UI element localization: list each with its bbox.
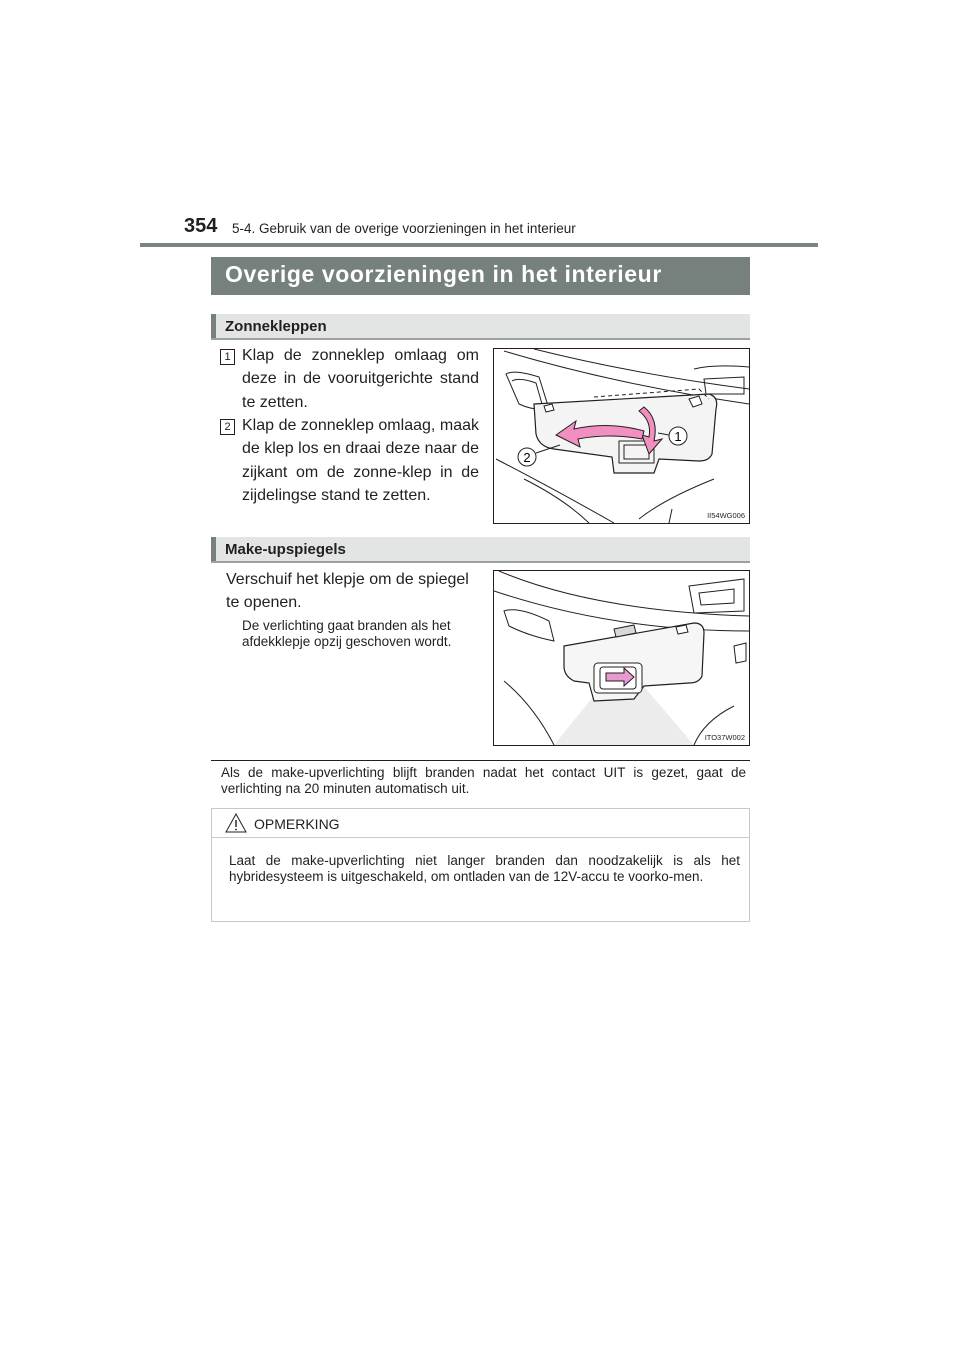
header-rule — [140, 243, 818, 247]
figure-code: ITO37W002 — [704, 733, 745, 742]
sun-visor-illustration — [493, 348, 750, 524]
heading-bar — [211, 537, 216, 561]
caution-separator — [212, 837, 749, 838]
step-number-1: 1 — [220, 349, 235, 365]
subsection-heading-text: Zonnekleppen — [225, 318, 327, 335]
section-title: Overige voorzieningen in het interieur — [211, 257, 750, 295]
step-number-2: 2 — [220, 419, 235, 435]
caution-title: OPMERKING — [254, 816, 340, 832]
callout-2: 2 — [523, 450, 531, 465]
subsection-heading-sun-visors — [211, 314, 750, 340]
warning-triangle-icon — [225, 813, 247, 833]
vanity-mirror-illustration — [493, 570, 750, 746]
mirror-instruction: Verschuif het klepje om de spiegel te openen. — [226, 571, 469, 612]
mirror-light-info: De verlichting gaat branden als het afdekklepje opzij geschoven wordt. — [242, 618, 452, 649]
callout-1: 1 — [674, 429, 682, 444]
figure-code: II54WG006 — [707, 511, 745, 520]
chapter-title: 5-4. Gebruik van de overige voorzieningen in het interieur — [232, 221, 576, 236]
step-text-2: Klap de zonneklep omlaag, maak de klep los en draai deze naar de zijkant om de zonne-klep in de zijdelingse stand te zetten. — [242, 417, 479, 504]
caution-text: Laat de make-upverlichting niet langer branden dan noodzakelijk is als het hybridesysteem is uitgeschakeld, om ontladen van de 12V-accu te voorko-men. — [229, 853, 740, 884]
step-text-1: Klap de zonneklep omlaag om deze in de vooruitgerichte stand te zetten. — [242, 347, 479, 411]
vanity-mirror-drawing — [494, 571, 749, 745]
subsection-heading-vanity-mirrors — [211, 537, 750, 563]
note-text: Als de make-upverlichting blijft branden nadat het contact UIT is gezet, gaat de verlichting na 20 minuten automatisch uit. — [221, 765, 746, 796]
page-number: 354 — [184, 215, 218, 237]
heading-bar — [211, 314, 216, 338]
note-rule — [211, 760, 750, 761]
sun-visor-drawing — [494, 349, 749, 523]
subsection-heading-text: Make-upspiegels — [225, 541, 346, 558]
